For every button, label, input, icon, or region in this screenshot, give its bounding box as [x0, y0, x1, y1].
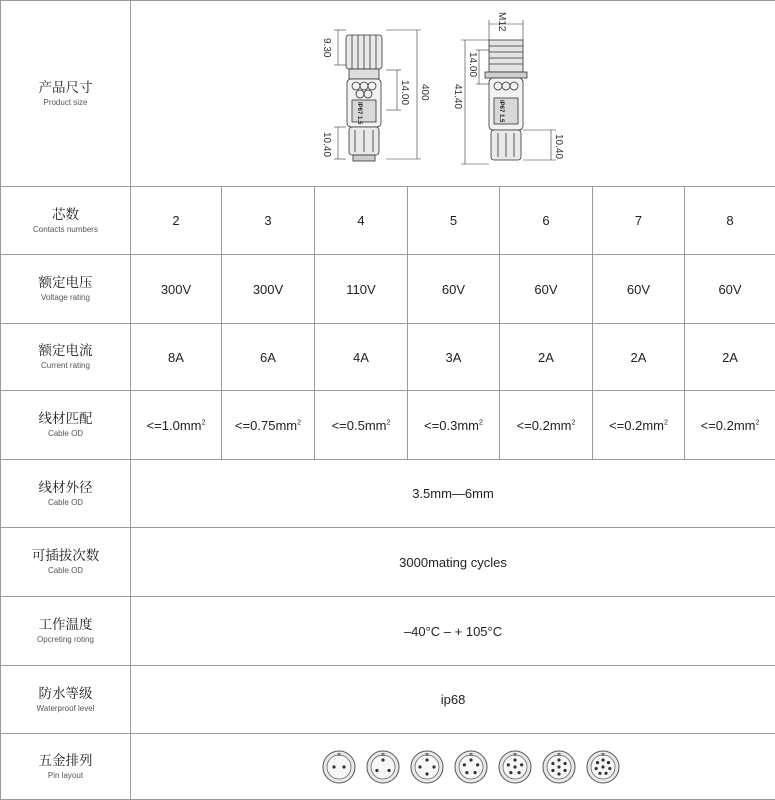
label-en: Cable OD [47, 497, 84, 507]
dim-left-total: 400 [419, 83, 430, 101]
label-en: Contacts numbers [33, 224, 98, 234]
label-zh: 防水等级 [38, 685, 93, 702]
pin-key [557, 753, 560, 756]
pin-layout-6-icon [497, 749, 533, 785]
label-en: Opcreting roting [37, 635, 94, 644]
wire-value: <=1.0mm [146, 417, 202, 433]
pin-housing-inner [327, 755, 351, 779]
dim-left-mid: 14.00 [399, 79, 410, 105]
contacts-value: 7 [593, 187, 685, 255]
pin-key [425, 753, 428, 756]
pin-contact [606, 761, 609, 764]
label-zh: 线材外径 [38, 479, 93, 496]
wire-cell [685, 391, 775, 460]
dim-right-thread: M12 [496, 11, 507, 31]
wire-sup: 2 [755, 419, 760, 427]
voltage-value: 60V [685, 255, 775, 324]
pin-contact [594, 766, 597, 769]
cable-od-value: 3.5mm—6mm [131, 460, 775, 528]
row-wire [1, 391, 775, 460]
product-drawing [131, 1, 775, 187]
contacts-value: 3 [222, 187, 315, 255]
wire-value: <=0.5mm [331, 417, 387, 433]
current-value: 2A [593, 324, 685, 391]
label-zh: 五金排列 [38, 752, 93, 769]
row-pin-layout [1, 734, 775, 800]
label-zh: 线材匹配 [38, 411, 93, 427]
label-zh: 额定电流 [38, 343, 93, 359]
pin-layout-icons [131, 749, 775, 785]
waterproof-value: ip68 [131, 666, 775, 734]
pin-contact [342, 765, 345, 768]
wire-cell [131, 391, 222, 460]
pin-contact [513, 758, 516, 761]
label-en: Cable OD [47, 566, 84, 575]
voltage-value: 60V [500, 255, 593, 324]
dim-left-top: 9.30 [321, 37, 332, 57]
dim-left-bottom: 10.40 [321, 131, 332, 157]
pin-contact [509, 771, 512, 774]
label-en: Voltage rating [41, 293, 90, 302]
pin-layout-3-icon [365, 749, 401, 785]
wire-value: <=0.2mm [700, 417, 756, 433]
label-zh: 产品尺寸 [38, 79, 93, 96]
pin-contact [598, 771, 601, 774]
right-body-mark: IP67 1.5 [498, 99, 504, 122]
label-en: Pin layout [47, 770, 84, 780]
pin-contact [476, 763, 479, 766]
row-voltage [1, 255, 775, 324]
pin-contact [465, 771, 468, 774]
pin-contact [432, 765, 435, 768]
current-value: 2A [500, 324, 593, 391]
label-cable-od [1, 460, 131, 528]
pin-contact [332, 765, 335, 768]
voltage-value: 60V [593, 255, 685, 324]
pin-key [337, 753, 340, 756]
pin-contact [557, 765, 560, 768]
current-value: 6A [222, 324, 315, 391]
current-value: 3A [408, 324, 500, 391]
pin-layout-8-icon [585, 749, 621, 785]
dim-right-total: 41.40 [452, 83, 463, 109]
pin-contact [387, 768, 390, 771]
label-zh: 额定电压 [38, 275, 93, 291]
pin-layout-cell [131, 734, 775, 800]
label-zh: 芯数 [52, 206, 79, 223]
label-waterproof [1, 666, 131, 734]
pin-contact [604, 771, 607, 774]
pin-contact [469, 758, 472, 761]
row-cable-od [1, 460, 775, 528]
pin-contact [462, 763, 465, 766]
left-connector-outline [346, 35, 382, 161]
row-mating [1, 528, 775, 597]
pin-contact [563, 761, 566, 764]
current-value: 8A [131, 324, 222, 391]
label-pin-layout [1, 734, 131, 800]
label-voltage [1, 255, 131, 324]
voltage-value: 110V [315, 255, 408, 324]
voltage-value: 60V [408, 255, 500, 324]
pin-contact [557, 758, 560, 761]
pin-contact [425, 772, 428, 775]
pin-contact [601, 758, 604, 761]
label-product-size [1, 1, 131, 187]
dim-right-mid: 14.00 [467, 51, 478, 77]
label-mating [1, 528, 131, 597]
label-zh: 工作温度 [38, 617, 93, 633]
label-zh: 可插拔次数 [31, 548, 100, 564]
wire-value: <=0.75mm [234, 417, 298, 433]
wire-sup: 2 [201, 419, 206, 427]
label-en: Cable OD [47, 429, 84, 438]
current-value: 2A [685, 324, 775, 391]
pin-layout-4-icon [409, 749, 445, 785]
pin-contact [506, 763, 509, 766]
pin-layout-5-icon [453, 749, 489, 785]
contacts-value: 4 [315, 187, 408, 255]
pin-contact [517, 771, 520, 774]
label-en: Current rating [41, 361, 90, 370]
pin-layout-2-icon [321, 749, 357, 785]
mating-value: 3000mating cycles [131, 528, 775, 597]
left-body-mark: IP67 1.5 [356, 101, 362, 124]
row-temperature [1, 597, 775, 666]
row-product-size [1, 1, 775, 187]
label-contacts [1, 187, 131, 255]
pin-contact [375, 768, 378, 771]
wire-value: <=0.2mm [516, 417, 572, 433]
pin-key [513, 753, 516, 756]
row-current [1, 324, 775, 391]
voltage-value: 300V [131, 255, 222, 324]
contacts-value: 2 [131, 187, 222, 255]
wire-value: <=0.2mm [609, 417, 664, 433]
pin-contact [425, 758, 428, 761]
row-waterproof [1, 666, 775, 734]
label-en: Waterproof level [36, 703, 95, 713]
pin-contact [563, 768, 566, 771]
wire-sup: 2 [386, 419, 391, 427]
pin-key [469, 753, 472, 756]
wire-cell [408, 391, 500, 460]
pin-contact [551, 768, 554, 771]
contacts-value: 6 [500, 187, 593, 255]
pin-contact [557, 772, 560, 775]
label-current [1, 324, 131, 391]
wire-cell [315, 391, 408, 460]
wire-value: <=0.3mm [424, 417, 479, 433]
contacts-value: 8 [685, 187, 775, 255]
pin-contact [381, 758, 384, 761]
pin-contact [551, 761, 554, 764]
connector-dimension-drawing [131, 2, 775, 186]
wire-sup: 2 [479, 419, 483, 427]
pin-layout-7-icon [541, 749, 577, 785]
contacts-value: 5 [408, 187, 500, 255]
wire-sup: 2 [571, 419, 576, 427]
label-temperature [1, 597, 131, 666]
pin-contact [520, 763, 523, 766]
pin-contact [595, 761, 598, 764]
pin-key [601, 753, 604, 756]
pin-contact [418, 765, 421, 768]
pin-contact [513, 765, 516, 768]
voltage-value: 300V [222, 255, 315, 324]
right-connector-outline [485, 40, 527, 160]
pin-contact [473, 771, 476, 774]
wire-cell [593, 391, 685, 460]
current-value: 4A [315, 324, 408, 391]
dim-right-bottom: 10.40 [553, 133, 564, 159]
temperature-value: –40°C – + 105°C [131, 597, 775, 666]
row-contacts [1, 187, 775, 255]
pin-contact [608, 766, 611, 769]
label-wire [1, 391, 131, 460]
pin-key [381, 753, 384, 756]
wire-sup: 2 [664, 419, 668, 427]
wire-sup: 2 [297, 419, 302, 427]
wire-cell [222, 391, 315, 460]
pin-contact [601, 765, 604, 768]
label-en: Product size [43, 97, 88, 107]
wire-cell [500, 391, 593, 460]
